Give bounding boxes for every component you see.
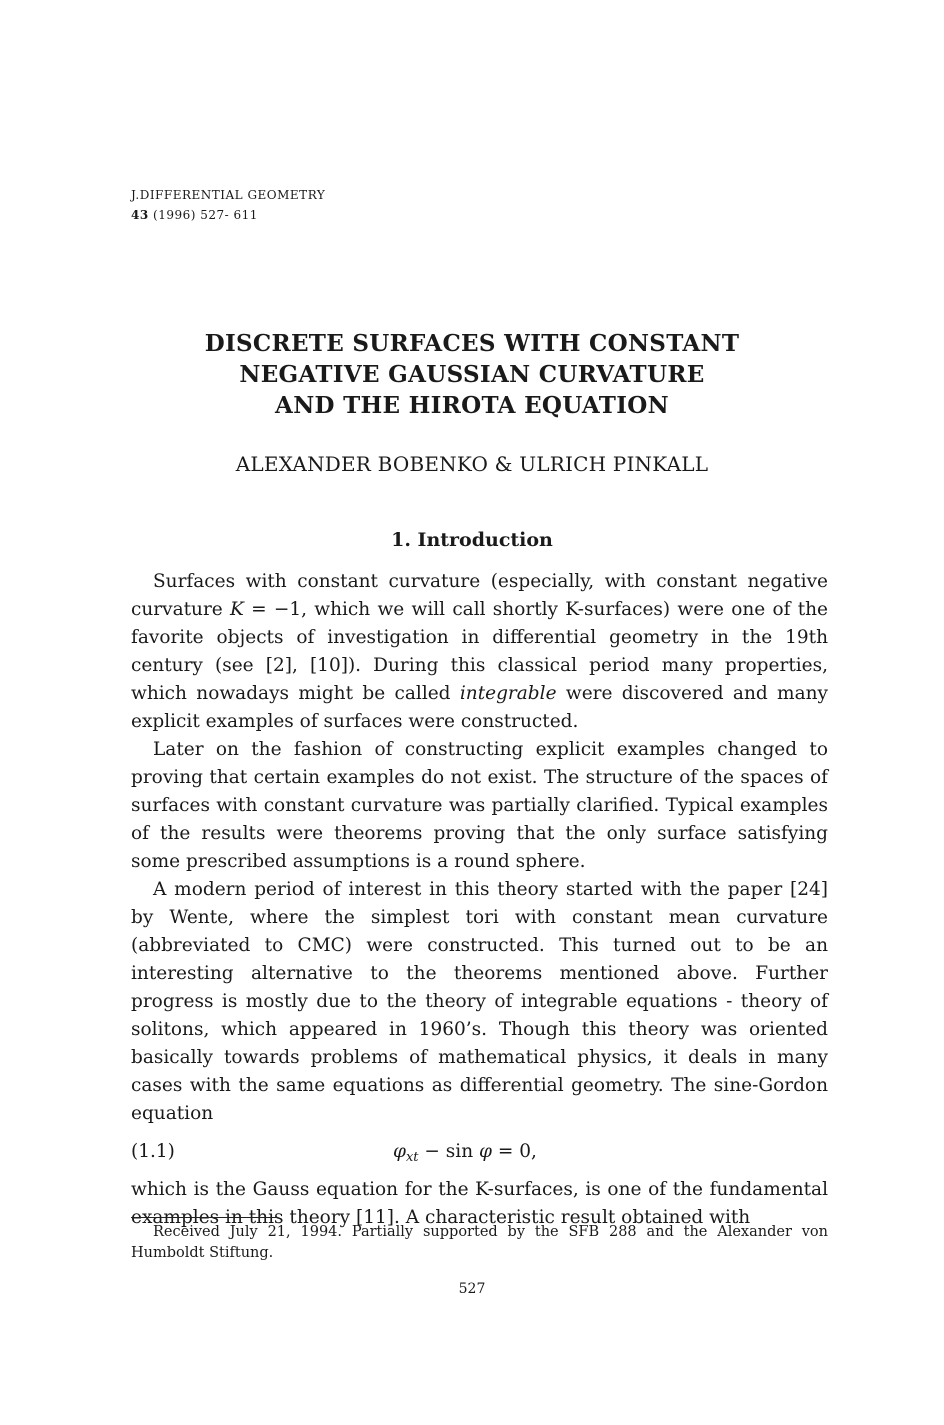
equation-body <box>393 1138 537 1172</box>
paper-authors: ALEXANDER BOBENKO & ULRICH PINKALL <box>235 452 709 476</box>
paragraph-1-symbol-k: K <box>230 599 244 620</box>
body-text <box>131 568 828 1232</box>
equation-label: (1.1) <box>131 1141 175 1162</box>
title-line-3: AND THE HIROTA EQUATION <box>275 392 669 419</box>
journal-header <box>131 185 325 225</box>
paragraph-1-part-a: Surfaces with constant curvature (especially, with constant negative curvature <box>131 571 828 620</box>
equation-minus-sin: − sin <box>418 1141 479 1162</box>
paper-title <box>0 328 944 421</box>
paragraph-1-part-b: = −1, which we will call shortly K-surfaces) were one of the favorite objects of investigation in differential geometry in the 19th century (see [2], [10]). During this classical period many properties, which nowadays might be called <box>131 599 828 704</box>
paragraph-1-part-c: were discovered and many explicit examples of surfaces were constructed. <box>131 683 828 732</box>
section-heading: 1. Introduction <box>391 529 553 551</box>
journal-volume: 43 <box>131 208 149 222</box>
equation-subscript: xt <box>405 1150 419 1165</box>
title-line-1: DISCRETE SURFACES WITH CONSTANT <box>204 330 740 357</box>
paragraph-4: which is the Gauss equation for the K-surfaces, is one of the fundamental examples in this theory [11]. A characteristic result obtained with <box>131 1179 828 1228</box>
footnote-rule <box>131 1217 278 1218</box>
page-number: 527 <box>458 1281 486 1297</box>
paragraph-3: A modern period of interest in this theory started with the paper [24] by Wente, where the simplest tori with constant mean curvature (abbreviated to CMC) were constructed. This turned out to be an interesting alternative to the theorems mentioned above. Further progress is mostly due to the theory of integrable equations - theory of solitons, which appeared in 1960’s. Though this theory was oriented basically towards problems of mathematical physics, it deals in many cases with the same equations as differential geometry. The sine-Gordon equation <box>131 879 828 1124</box>
footnote: Received July 21, 1994. Partially supported by the SFB 288 and the Alexander von Humboldt Stiftung. <box>131 1224 828 1261</box>
journal-citation <box>131 205 325 225</box>
paragraph-2: Later on the fashion of constructing explicit examples changed to proving that certain examples do not exist. The structure of the spaces of surfaces with constant curvature was partially clarified. Typical examples of the results were theorems proving that the only surface satisfying some prescribed assumptions is a round sphere. <box>131 739 828 872</box>
equation-phi-2: φ <box>479 1141 492 1162</box>
title-line-2: NEGATIVE GAUSSIAN CURVATURE <box>239 361 705 388</box>
equation-1-1 <box>131 1132 828 1172</box>
journal-name: J.DIFFERENTIAL GEOMETRY <box>131 188 326 202</box>
paragraph-1 <box>131 568 828 736</box>
equation-phi: φ <box>393 1141 406 1162</box>
equation-rest: = 0, <box>491 1141 537 1162</box>
paragraph-1-emphasis: integrable <box>459 683 557 704</box>
journal-year-pages: (1996) 527- 611 <box>153 208 258 222</box>
